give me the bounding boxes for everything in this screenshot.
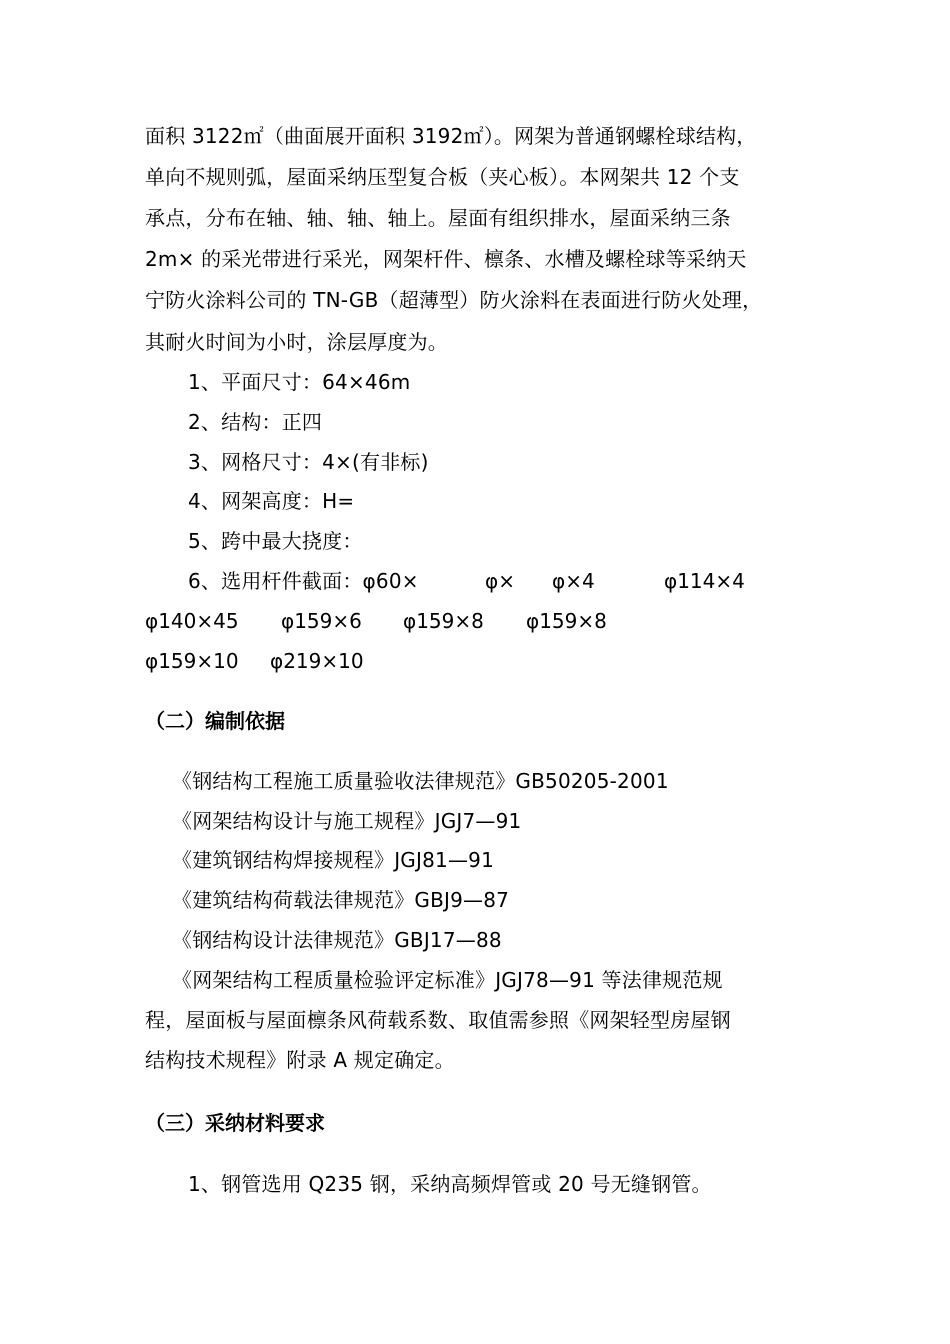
section-heading-basis: （二）编制依据 bbox=[145, 709, 285, 733]
citation-item: 《钢结构设计法律规范》GBJ17—88 bbox=[172, 928, 502, 952]
citation-item: 《建筑钢结构焊接规程》JGJ81—91 bbox=[172, 848, 494, 872]
citation-item: 《网架结构设计与施工规程》JGJ7—91 bbox=[172, 809, 522, 833]
intro-line-5: 宁防火涂料公司的 TN-GB（超薄型）防火涂料在表面进行防火处理， bbox=[145, 288, 763, 312]
intro-line-3: 承点，分布在轴、轴、轴、轴上。屋面有组织排水，屋面采纳三条 bbox=[145, 206, 731, 230]
intro-line-2: 单向不规则弧，屋面采纳压型复合板（夹心板）。本网架共 12 个支 bbox=[145, 165, 740, 189]
spec-item-2: 2、结构：正四 bbox=[188, 410, 323, 434]
member-section: φ159×6 bbox=[281, 609, 362, 633]
member-section: φ159×8 bbox=[403, 609, 484, 633]
intro-line-1: 面积 3122㎡（曲面展开面积 3192㎡）。网架为普通钢螺栓球结构， bbox=[145, 124, 757, 148]
citation-continuation-2: 结构技术规程》附录 A 规定确定。 bbox=[145, 1048, 455, 1072]
member-section: φ× bbox=[485, 569, 515, 593]
citation-item: 《网架结构工程质量检验评定标准》JGJ78—91 等法律规范规 bbox=[172, 968, 723, 992]
spec-item-3: 3、网格尺寸：4×(有非标) bbox=[188, 450, 429, 474]
member-section: φ159×8 bbox=[526, 609, 607, 633]
spec-item-4: 4、网架高度：H= bbox=[188, 489, 355, 513]
member-section: φ×4 bbox=[552, 569, 595, 593]
spec-item-1: 1、平面尺寸：64×46m bbox=[188, 370, 411, 394]
material-item-1: 1、钢管选用 Q235 钢，采纳高频焊管或 20 号无缝钢管。 bbox=[188, 1172, 712, 1196]
member-section: φ140×45 bbox=[145, 609, 239, 633]
citation-continuation-1: 程，屋面板与屋面檩条风荷载系数、取值需参照《网架轻型房屋钢 bbox=[145, 1008, 731, 1032]
spec-item-5: 5、跨中最大挠度： bbox=[188, 529, 363, 553]
citation-item: 《建筑结构荷载法律规范》GBJ9—87 bbox=[172, 888, 510, 912]
citation-item: 《钢结构工程施工质量验收法律规范》GB50205-2001 bbox=[172, 769, 669, 793]
section-heading-materials: （三）采纳材料要求 bbox=[145, 1111, 325, 1135]
spec-item-6: 6、选用杆件截面：φ60× bbox=[188, 569, 419, 593]
intro-line-4: 2m× 的采光带进行采光，网架杆件、檩条、水槽及螺栓球等采纳天 bbox=[145, 247, 747, 271]
member-section: φ114×4 bbox=[664, 569, 745, 593]
member-section: φ159×10 bbox=[145, 649, 239, 673]
member-section: φ219×10 bbox=[270, 649, 364, 673]
intro-line-6: 其耐火时间为小时，涂层厚度为。 bbox=[145, 330, 448, 354]
